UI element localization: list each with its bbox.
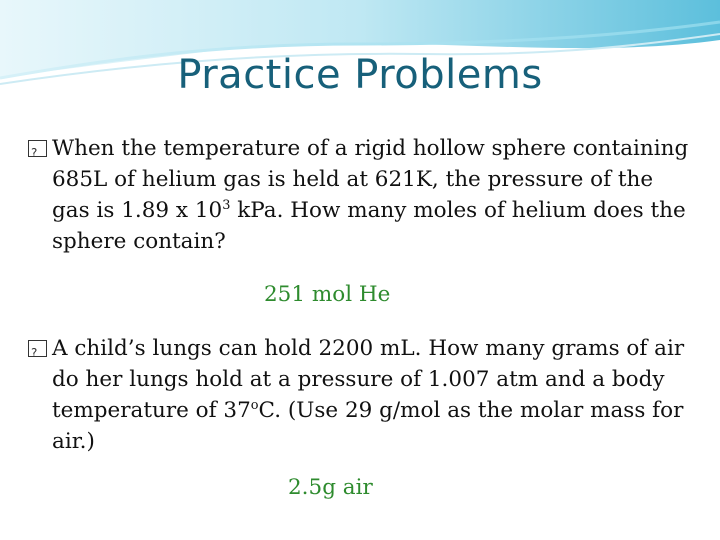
answer-2: 2.5g air (288, 475, 373, 500)
problem-2 (28, 333, 694, 457)
page-title: Practice Problems (177, 52, 543, 98)
bullet-box-icon (28, 140, 47, 157)
problem-1 (28, 133, 694, 257)
bullet-box-icon (28, 340, 47, 357)
answer-1: 251 mol He (264, 282, 391, 307)
problem-2-text: A child’s lungs can hold 2200 mL. How many grams of air do her lungs hold at a pressure of 1.007 atm and a body temperature of 37$^o$C. (Use 29 g/mol as the molar mass for air.) (52, 336, 685, 454)
problem-1-text: When the temperature of a rigid hollow sphere containing 685L of helium gas is held at 621K, the pressure of the gas is 1.89 x $10^3$ kPa. How many moles of helium does the sphere contain? (52, 136, 689, 254)
